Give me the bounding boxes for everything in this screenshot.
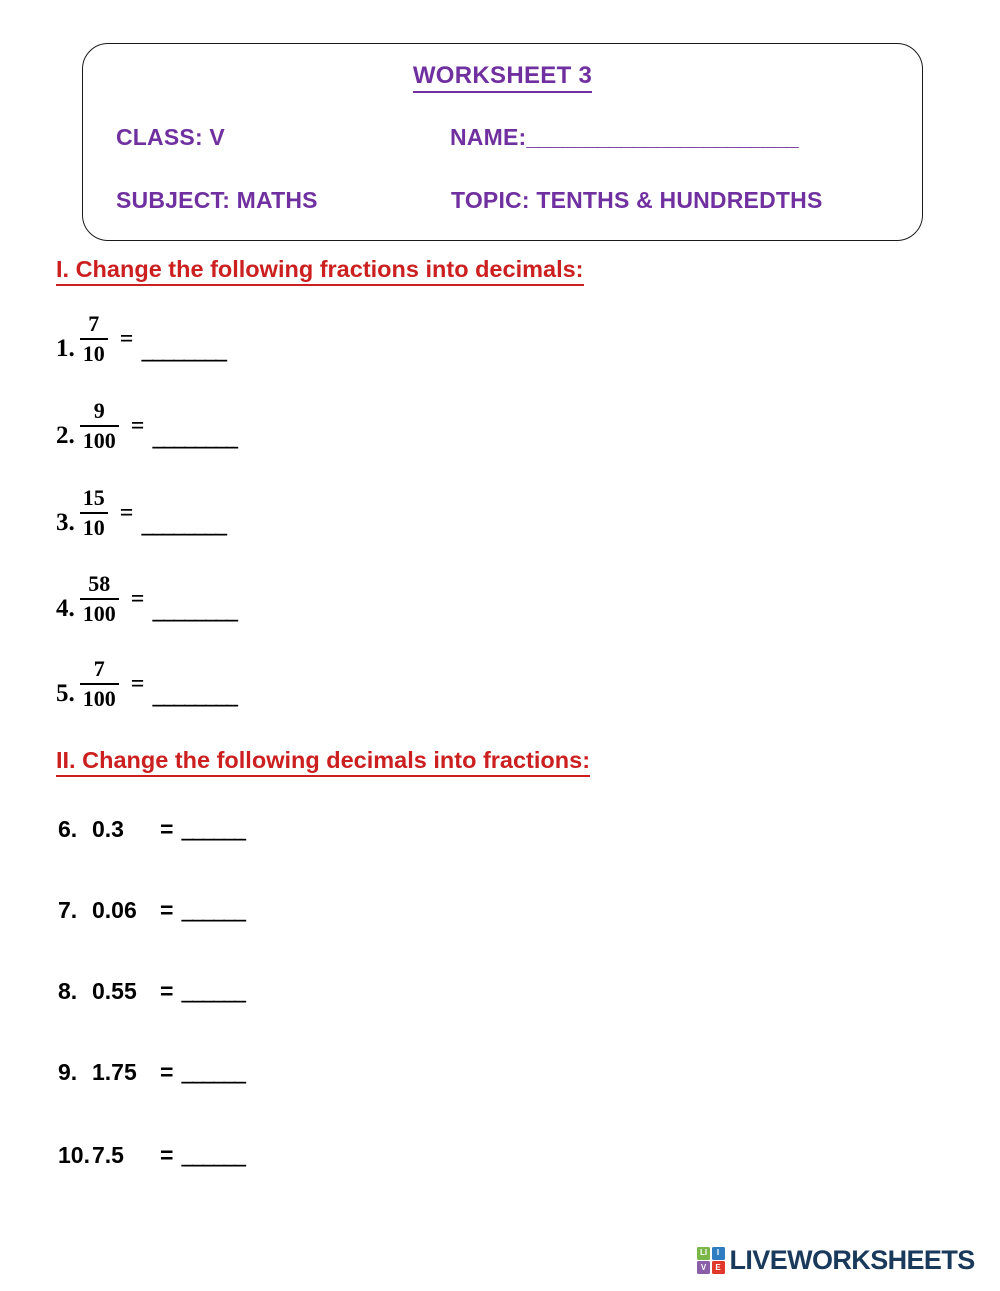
equals-sign: = [160, 816, 174, 842]
fraction-denominator: 100 [82, 428, 116, 454]
liveworksheets-logo[interactable] [697, 1245, 975, 1276]
answer-blank[interactable]: ______ [181, 1143, 245, 1169]
item-number: 1. [56, 335, 75, 363]
header-row-class-name [83, 124, 922, 158]
logo-tile-v: V [697, 1261, 710, 1274]
name-input-blank[interactable]: _______________________ [526, 124, 798, 150]
logo-tile-li: LI [697, 1247, 710, 1260]
equals-sign: = [130, 585, 145, 612]
fraction-problem-2 [56, 400, 236, 452]
decimal-problem-7 [58, 897, 244, 925]
decimal-problem-9 [58, 1059, 244, 1087]
equals-sign: = [160, 978, 174, 1004]
fraction-numerator: 58 [88, 571, 111, 596]
name-field [450, 124, 798, 151]
fraction-numerator: 15 [82, 485, 105, 510]
item-number: 4. [56, 595, 75, 623]
fraction-display [80, 658, 119, 710]
fraction-denominator: 10 [82, 341, 105, 367]
decimal-value: 0.06 [92, 897, 137, 923]
logo-tile-i: I [712, 1247, 725, 1260]
fraction-display [80, 313, 108, 365]
fraction-display [80, 487, 108, 539]
fraction-denominator: 100 [82, 601, 116, 627]
class-label: CLASS: V [116, 124, 225, 150]
equals-sign: = [119, 325, 134, 352]
decimal-value: 7.5 [92, 1142, 124, 1168]
worksheet-title-text: WORKSHEET 3 [413, 62, 592, 93]
equals-sign: = [160, 1142, 174, 1168]
logo-wordmark: LIVEWORKSHEETS [729, 1245, 975, 1275]
fraction-denominator: 10 [82, 515, 105, 541]
worksheet-header-box [82, 43, 923, 241]
decimal-problem-6 [58, 816, 244, 844]
section-2-heading-text: II. Change the following decimals into fractions: [56, 747, 590, 777]
decimal-value: 0.55 [92, 978, 137, 1004]
answer-blank[interactable]: ______ [181, 817, 245, 843]
equals-sign: = [130, 670, 145, 697]
answer-blank[interactable]: ________ [141, 512, 226, 539]
header-row-subject-topic [83, 187, 922, 221]
topic-label: TOPIC: TENTHS & HUNDREDTHS [451, 187, 823, 213]
decimal-value: 0.3 [92, 816, 124, 842]
item-number: 10. [58, 1142, 90, 1168]
answer-blank[interactable]: ________ [141, 338, 226, 365]
fraction-problem-5 [56, 658, 236, 710]
fraction-numerator: 9 [93, 398, 105, 423]
fraction-problem-3 [56, 487, 225, 539]
logo-tile-e: E [712, 1261, 725, 1274]
answer-blank[interactable]: ______ [181, 1060, 245, 1086]
section-2-heading [56, 747, 590, 774]
equals-sign: = [119, 499, 134, 526]
logo-tiles-icon [697, 1247, 725, 1275]
fraction-numerator: 7 [93, 656, 105, 681]
fraction-numerator: 7 [88, 311, 100, 336]
answer-blank[interactable]: ________ [152, 683, 237, 710]
item-number: 8. [58, 978, 78, 1004]
decimal-problem-10 [58, 1142, 244, 1170]
fraction-denominator: 100 [82, 686, 116, 712]
answer-blank[interactable]: ______ [181, 979, 245, 1005]
item-number: 9. [58, 1059, 78, 1085]
fraction-display [80, 400, 119, 452]
fraction-problem-4 [56, 573, 236, 625]
decimal-value: 1.75 [92, 1059, 137, 1085]
name-label: NAME: [450, 124, 527, 150]
answer-blank[interactable]: ________ [152, 598, 237, 625]
answer-blank[interactable]: ________ [152, 425, 237, 452]
subject-label: SUBJECT: MATHS [116, 187, 318, 213]
equals-sign: = [130, 412, 145, 439]
item-number: 2. [56, 422, 75, 450]
item-number: 6. [58, 816, 78, 842]
item-number: 7. [58, 897, 78, 923]
worksheet-title [83, 62, 922, 90]
section-1-heading-text: I. Change the following fractions into decimals: [56, 256, 584, 286]
item-number: 5. [56, 680, 75, 708]
equals-sign: = [160, 1059, 174, 1085]
fraction-problem-1 [56, 313, 225, 365]
section-1-heading [56, 256, 584, 283]
equals-sign: = [160, 897, 174, 923]
fraction-display [80, 573, 119, 625]
decimal-problem-8 [58, 978, 244, 1006]
answer-blank[interactable]: ______ [181, 898, 245, 924]
item-number: 3. [56, 509, 75, 537]
